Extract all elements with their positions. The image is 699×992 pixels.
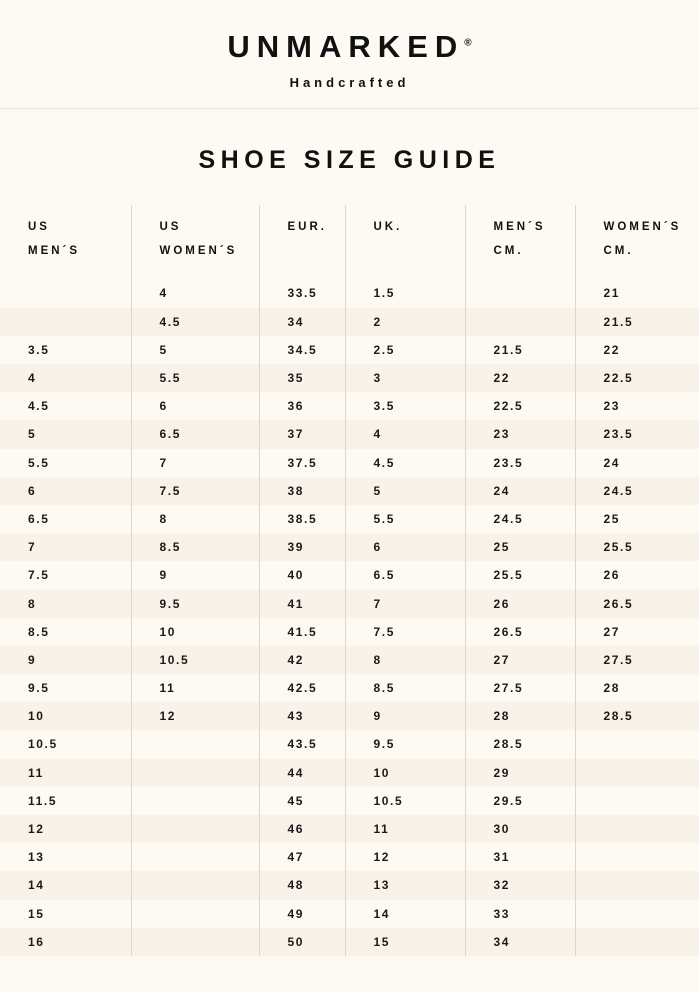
table-cell: 12	[131, 702, 259, 730]
table-cell: 35	[259, 364, 345, 392]
column-header-line2: MEN´S	[28, 245, 81, 258]
table-cell: 8.5	[131, 533, 259, 561]
table-row	[0, 279, 699, 307]
table-cell	[0, 279, 131, 307]
table-cell: 4.5	[131, 308, 259, 336]
table-cell: 33	[465, 900, 575, 928]
table-cell	[575, 759, 699, 787]
column-header-line2: CM.	[603, 245, 634, 258]
table-cell: 29.5	[465, 787, 575, 815]
table-cell: 6.5	[28, 511, 50, 526]
table-cell: 10	[0, 702, 131, 730]
brand-header	[0, 0, 699, 109]
table-cell: 28.5	[465, 730, 575, 758]
table-cell: 15	[345, 928, 465, 956]
table-cell: 27.5	[465, 674, 575, 702]
column-header-line2: CM.	[493, 245, 524, 258]
table-cell: 15	[28, 906, 45, 921]
table-cell: 9.5	[345, 730, 465, 758]
column-header-womens-cm	[575, 205, 699, 279]
table-cell: 9	[0, 646, 131, 674]
table-cell: 43	[259, 702, 345, 730]
table-cell: 2.5	[345, 336, 465, 364]
table-cell: 24	[575, 449, 699, 477]
table-cell: 6	[0, 477, 131, 505]
column-header-uk	[345, 205, 465, 279]
table-cell: 25	[465, 533, 575, 561]
table-cell: 11.5	[28, 793, 58, 808]
table-cell: 28	[575, 674, 699, 702]
table-cell: 7.5	[28, 568, 50, 583]
size-table	[0, 205, 699, 956]
table-cell	[131, 843, 259, 871]
table-cell	[0, 308, 131, 336]
table-cell	[575, 871, 699, 899]
table-cell: 5.5	[131, 364, 259, 392]
brand-tagline: Handcrafted	[289, 75, 410, 91]
table-cell: 24	[465, 477, 575, 505]
brand-name-text: UNMARKED	[227, 29, 465, 64]
table-cell: 5	[0, 420, 131, 448]
table-cell: 36	[259, 392, 345, 420]
column-header-line2: WOMEN´S	[159, 245, 238, 258]
table-cell: 21.5	[465, 336, 575, 364]
table-row	[0, 449, 699, 477]
table-cell: 26.5	[575, 589, 699, 617]
table-cell: 47	[259, 843, 345, 871]
table-cell: 44	[259, 759, 345, 787]
table-cell: 4.5	[345, 449, 465, 477]
table-cell: 23.5	[465, 449, 575, 477]
table-cell: 28	[465, 702, 575, 730]
table-cell: 2	[345, 308, 465, 336]
table-cell: 9.5	[131, 589, 259, 617]
table-row	[0, 702, 699, 730]
table-cell	[575, 815, 699, 843]
table-row	[0, 815, 699, 843]
table-cell: 41.5	[259, 618, 345, 646]
table-cell: 37	[259, 420, 345, 448]
table-cell: 7.5	[131, 477, 259, 505]
table-row	[0, 646, 699, 674]
table-cell	[131, 928, 259, 956]
table-row	[0, 900, 699, 928]
table-row	[0, 505, 699, 533]
table-cell: 31	[465, 843, 575, 871]
table-cell	[575, 787, 699, 815]
table-cell: 7	[0, 533, 131, 561]
table-cell: 5.5	[345, 505, 465, 533]
table-cell: 24.5	[465, 505, 575, 533]
table-cell: 7	[345, 589, 465, 617]
table-row	[0, 477, 699, 505]
table-cell	[575, 900, 699, 928]
table-cell: 32	[465, 871, 575, 899]
table-cell: 22.5	[465, 392, 575, 420]
table-cell: 11	[131, 674, 259, 702]
table-cell	[465, 308, 575, 336]
table-cell: 26	[575, 561, 699, 589]
column-header-line1: US	[159, 221, 182, 234]
table-cell: 29	[465, 759, 575, 787]
table-cell: 3.5	[345, 392, 465, 420]
table-cell: 41	[259, 589, 345, 617]
column-header-line1: US	[28, 221, 50, 234]
size-table-wrapper	[0, 205, 699, 956]
table-cell	[131, 871, 259, 899]
table-cell: 48	[259, 871, 345, 899]
table-cell: 16	[0, 928, 131, 956]
table-cell: 4	[345, 420, 465, 448]
table-cell: 5	[131, 336, 259, 364]
table-cell: 42.5	[259, 674, 345, 702]
table-cell: 11	[345, 815, 465, 843]
table-cell: 23	[575, 392, 699, 420]
table-cell: 4.5	[28, 399, 50, 414]
column-header-line1: WOMEN´S	[603, 221, 682, 234]
table-cell: 5.5	[28, 455, 50, 470]
table-cell: 46	[259, 815, 345, 843]
table-row	[0, 787, 699, 815]
table-cell: 10.5	[131, 646, 259, 674]
table-row	[0, 533, 699, 561]
table-cell: 1.5	[345, 279, 465, 307]
column-header-line1: EUR.	[287, 221, 327, 234]
table-cell: 8	[345, 646, 465, 674]
table-cell: 14	[345, 900, 465, 928]
table-cell: 26	[465, 589, 575, 617]
table-cell: 30	[465, 815, 575, 843]
table-cell: 25.5	[465, 561, 575, 589]
table-cell: 33.5	[259, 279, 345, 307]
table-cell: 37.5	[259, 449, 345, 477]
table-row	[0, 843, 699, 871]
table-cell: 6	[345, 533, 465, 561]
table-cell: 5	[345, 477, 465, 505]
table-row	[0, 561, 699, 589]
table-row	[0, 364, 699, 392]
table-cell: 3	[345, 364, 465, 392]
table-cell	[131, 730, 259, 758]
table-cell: 8	[0, 589, 131, 617]
table-row	[0, 336, 699, 364]
table-cell: 26.5	[465, 618, 575, 646]
table-row	[0, 392, 699, 420]
table-cell: 34.5	[259, 336, 345, 364]
table-cell: 21.5	[575, 308, 699, 336]
table-header-row	[0, 205, 699, 279]
table-cell: 40	[259, 561, 345, 589]
table-cell: 38	[259, 477, 345, 505]
table-cell	[575, 730, 699, 758]
registered-trademark-icon: ®	[464, 37, 472, 49]
table-cell: 22	[465, 364, 575, 392]
table-cell: 9	[131, 561, 259, 589]
column-header-line1: MEN´S	[493, 221, 546, 234]
table-cell	[575, 843, 699, 871]
table-row	[0, 928, 699, 956]
column-header-line1: UK.	[373, 221, 403, 234]
table-row	[0, 618, 699, 646]
table-cell: 7	[131, 449, 259, 477]
table-cell: 3.5	[28, 342, 50, 357]
table-cell: 10.5	[28, 737, 58, 752]
table-cell: 6	[131, 392, 259, 420]
table-row	[0, 308, 699, 336]
size-table-body	[0, 279, 699, 956]
table-cell: 34	[465, 928, 575, 956]
table-cell: 21	[575, 279, 699, 307]
table-cell	[465, 279, 575, 307]
table-row	[0, 730, 699, 758]
table-cell	[575, 928, 699, 956]
table-cell: 22.5	[575, 364, 699, 392]
table-cell: 6.5	[131, 420, 259, 448]
table-row	[0, 759, 699, 787]
table-cell: 42	[259, 646, 345, 674]
table-cell: 13	[345, 871, 465, 899]
column-header-eur	[259, 205, 345, 279]
size-table-head	[0, 205, 699, 279]
table-cell: 27	[465, 646, 575, 674]
table-cell	[131, 787, 259, 815]
table-cell: 8	[131, 505, 259, 533]
table-cell: 10	[131, 618, 259, 646]
table-cell: 49	[259, 900, 345, 928]
table-cell: 39	[259, 533, 345, 561]
table-cell: 38.5	[259, 505, 345, 533]
column-header-us-womens	[131, 205, 259, 279]
table-cell: 14	[0, 871, 131, 899]
table-cell: 9.5	[28, 681, 50, 696]
table-cell: 43.5	[259, 730, 345, 758]
table-cell	[131, 815, 259, 843]
table-cell: 27.5	[575, 646, 699, 674]
table-cell: 45	[259, 787, 345, 815]
table-cell: 23	[465, 420, 575, 448]
table-cell	[131, 759, 259, 787]
table-cell: 10	[345, 759, 465, 787]
table-cell: 4	[131, 279, 259, 307]
column-header-mens-cm	[465, 205, 575, 279]
brand-logo	[227, 30, 471, 64]
table-cell: 12	[345, 843, 465, 871]
table-cell: 27	[575, 618, 699, 646]
table-cell: 23.5	[575, 420, 699, 448]
table-cell: 13	[28, 850, 45, 865]
page-title: SHOE SIZE GUIDE	[198, 146, 501, 175]
table-cell: 9	[345, 702, 465, 730]
table-cell: 25.5	[575, 533, 699, 561]
column-header-us-mens	[0, 205, 131, 279]
table-cell: 12	[0, 815, 131, 843]
table-cell: 28.5	[575, 702, 699, 730]
table-cell: 22	[575, 336, 699, 364]
table-cell: 8.5	[345, 674, 465, 702]
table-cell: 34	[259, 308, 345, 336]
table-cell: 25	[575, 505, 699, 533]
table-cell: 50	[259, 928, 345, 956]
table-cell: 7.5	[345, 618, 465, 646]
table-row	[0, 589, 699, 617]
table-row	[0, 871, 699, 899]
table-cell: 11	[0, 759, 131, 787]
table-row	[0, 420, 699, 448]
table-cell: 10.5	[345, 787, 465, 815]
table-cell: 4	[0, 364, 131, 392]
table-cell: 8.5	[28, 624, 50, 639]
table-cell: 6.5	[345, 561, 465, 589]
table-cell	[131, 900, 259, 928]
table-row	[0, 674, 699, 702]
table-cell: 24.5	[575, 477, 699, 505]
